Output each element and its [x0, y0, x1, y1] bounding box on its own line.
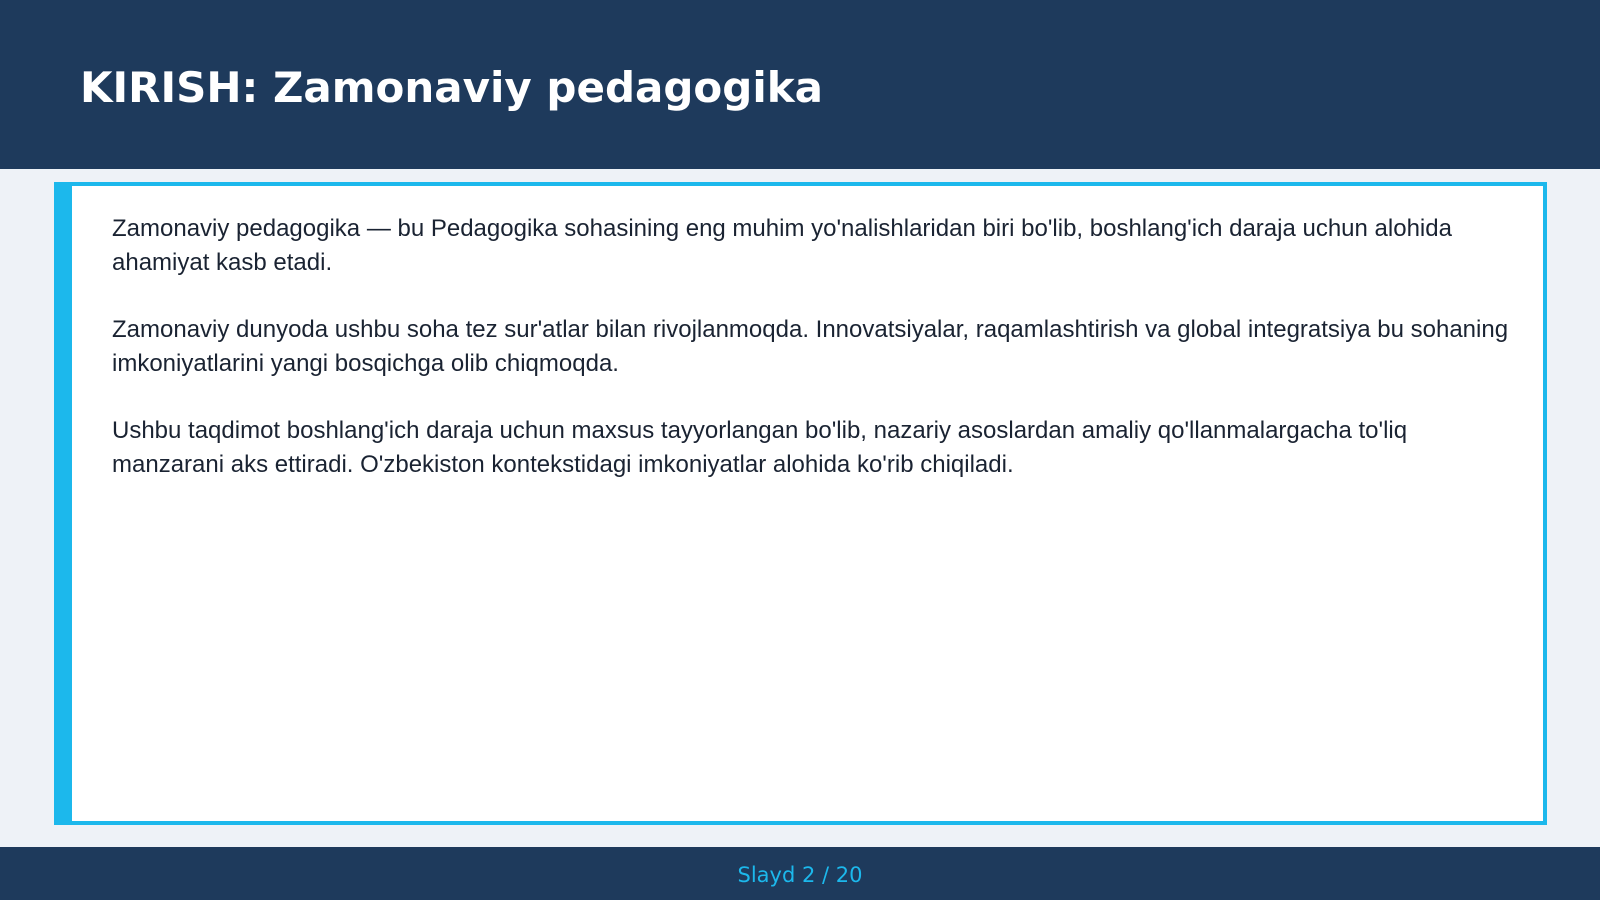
body-paragraph-3: Ushbu taqdimot boshlang'ich daraja uchun maxsus tayyorlangan bo'lib, nazariy asoslardan amaliy qo'llanmalargacha to'liq manzarani aks ettiradi. O'zbekiston kontekstidagi imkoniyatlar alohida ko'rib chiqiladi. — [112, 417, 1408, 478]
body-paragraph-2: Zamonaviy dunyoda ushbu soha tez sur'atlar bilan rivojlanmoqda. Innovatsiyalar, raqamlashtirish va global integratsiya bu sohaning imkoniyatlarini yangi bosqichga olib chiqmoqda. — [112, 316, 1509, 377]
slide-body — [112, 212, 1512, 515]
slide-header — [0, 0, 1600, 169]
slide-counter: Slayd 2 / 20 — [737, 863, 863, 887]
body-paragraph-1: Zamonaviy pedagogika — bu Pedagogika sohasining eng muhim yo'nalishlaridan biri bo'lib, boshlang'ich daraja uchun alohida ahamiyat kasb etadi. — [112, 215, 1452, 276]
slide-title: KIRISH: Zamonaviy pedagogika — [80, 63, 823, 112]
slide-footer — [0, 847, 1600, 900]
